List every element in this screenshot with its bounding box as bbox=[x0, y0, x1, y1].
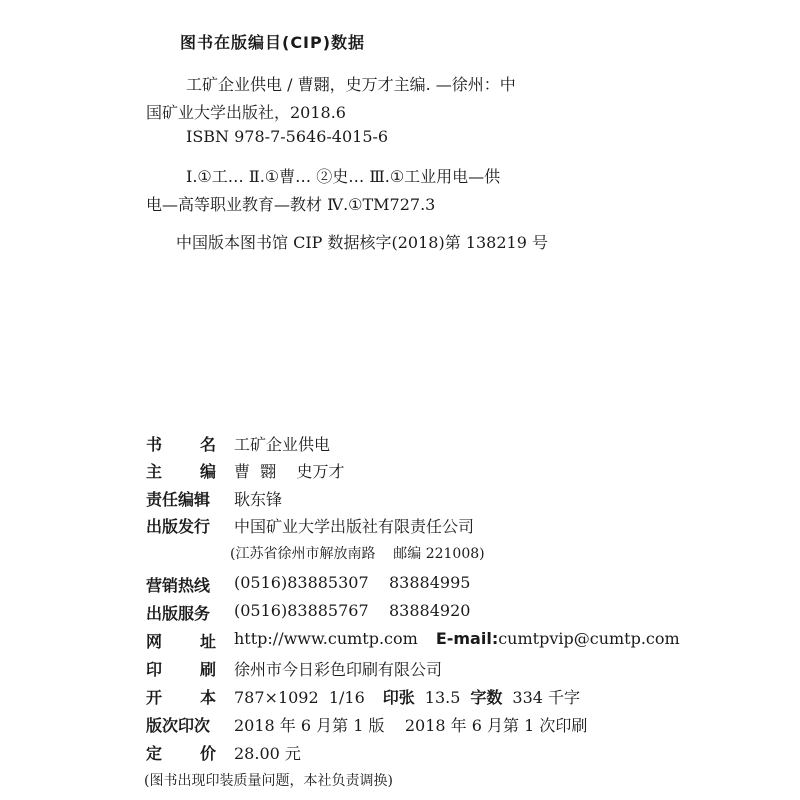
website-label: 网 址 bbox=[146, 632, 216, 651]
cip-line-classification-1: Ⅰ.①工… Ⅱ.①曹… ②史… Ⅲ.①工业用电—供 bbox=[186, 167, 501, 186]
cip-line-isbn: ISBN 978-7-5646-4015-6 bbox=[186, 127, 389, 146]
editors-value: 曹 翾 史万才 bbox=[234, 462, 345, 481]
words-label: 字数 bbox=[470, 688, 503, 707]
book-title-value: 工矿企业供电 bbox=[234, 435, 331, 454]
edition-value: 2018 年 6 月第 1 版 2018 年 6 月第 1 次印刷 bbox=[234, 716, 588, 735]
printer-label: 印 刷 bbox=[146, 660, 216, 679]
cip-line-record-number: 中国版本图书馆 CIP 数据核字(2018)第 138219 号 bbox=[176, 233, 548, 252]
marketing-hotline-value: (0516)83885307 83884995 bbox=[234, 573, 471, 592]
website-url: http://www.cumtp.com bbox=[234, 629, 418, 648]
cip-line-1: 工矿企业供电 / 曹翾，史万才主编. —徐州：中 bbox=[186, 75, 516, 94]
marketing-hotline-label: 营销热线 bbox=[146, 576, 211, 595]
publishing-service-value: (0516)83885767 83884920 bbox=[234, 601, 471, 620]
publisher-label: 出版发行 bbox=[146, 517, 211, 536]
publisher-value: 中国矿业大学出版社有限责任公司 bbox=[234, 517, 475, 536]
format-value bbox=[234, 685, 580, 708]
book-title-label: 书 名 bbox=[146, 435, 216, 454]
sheets-label: 印张 bbox=[382, 688, 415, 707]
price-value: 28.00 元 bbox=[234, 744, 301, 763]
cip-title: 图书在版编目(CIP)数据 bbox=[180, 33, 366, 52]
email-label: E-mail: bbox=[435, 629, 499, 648]
email-address: cumtpvip@cumtp.com bbox=[498, 629, 680, 648]
editors-label: 主 编 bbox=[146, 462, 216, 481]
format-label: 开 本 bbox=[146, 688, 216, 707]
publisher-address: (江苏省徐州市解放南路 邮编 221008) bbox=[230, 546, 485, 562]
responsible-editor-label: 责任编辑 bbox=[146, 490, 211, 509]
edition-label: 版次印次 bbox=[146, 716, 211, 735]
website-value bbox=[234, 629, 680, 648]
printer-value: 徐州市今日彩色印刷有限公司 bbox=[234, 660, 443, 679]
cip-line-2: 国矿业大学出版社，2018.6 bbox=[146, 103, 346, 122]
cip-line-classification-2: 电—高等职业教育—教材 Ⅳ.①TM727.3 bbox=[146, 195, 436, 214]
publishing-service-label: 出版服务 bbox=[146, 604, 211, 623]
words-value: 334 千字 bbox=[512, 688, 581, 707]
price-label: 定 价 bbox=[146, 744, 216, 763]
quality-notice: (图书出现印装质量问题，本社负责调换) bbox=[144, 773, 393, 789]
format-size: 787×1092 1/16 bbox=[234, 688, 365, 707]
sheets-value: 13.5 bbox=[424, 688, 461, 707]
responsible-editor-value: 耿东锋 bbox=[234, 490, 283, 509]
